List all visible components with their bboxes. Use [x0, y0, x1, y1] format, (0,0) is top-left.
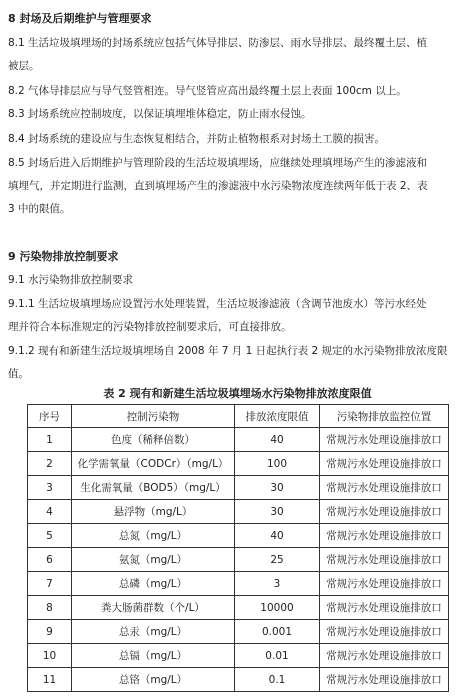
row-limit: 40 [235, 428, 320, 452]
row-number: 1 [28, 428, 72, 452]
paragraph-9-1-1-line-1: 9.1.1 生活垃圾填埋场应设置污水处理装置，生活垃圾渗滤液（含调节池废水）等污水经处 [8, 298, 427, 310]
row-number: 9 [28, 620, 72, 644]
row-location: 常规污水处理设施排放口 [320, 500, 449, 524]
row-number: 6 [28, 548, 72, 572]
row-pollutant: 总铬（mg/L） [72, 668, 235, 692]
paragraph-8-4: 8.4 封场系统的建设应与生态恢复相结合，并防止植物根系对封场土工膜的损害。 [8, 133, 386, 145]
table-row [28, 524, 449, 548]
table-row [28, 428, 449, 452]
row-pollutant: 总汞（mg/L） [72, 620, 235, 644]
paragraph-8-1-line-2: 被层。 [8, 60, 40, 72]
row-limit: 0.001 [235, 620, 320, 644]
header-location: 污染物排放监控位置 [320, 405, 449, 428]
row-limit: 0.01 [235, 644, 320, 668]
row-limit: 100 [235, 452, 320, 476]
row-pollutant: 悬浮物（mg/L） [72, 500, 235, 524]
row-limit: 0.1 [235, 668, 320, 692]
row-number: 10 [28, 644, 72, 668]
row-location: 常规污水处理设施排放口 [320, 524, 449, 548]
table-row [28, 500, 449, 524]
row-location: 常规污水处理设施排放口 [320, 476, 449, 500]
paragraph-9-1-2-line-2: 值。 [8, 368, 29, 380]
row-pollutant: 色度（稀释倍数） [72, 428, 235, 452]
paragraph-9-1-2-line-1: 9.1.2 现有和新建生活垃圾填埋场自 2008 年 7 月 1 日起执行表 2 规定的水污染物排放浓度限 [8, 345, 448, 357]
row-limit: 10000 [235, 596, 320, 620]
table-row [28, 596, 449, 620]
paragraph-8-5-line-1: 8.5 封场后进入后期维护与管理阶段的生活垃圾填埋场，应继续处理填埋场产生的渗滤液和 [8, 157, 428, 169]
table-row [28, 548, 449, 572]
row-location: 常规污水处理设施排放口 [320, 596, 449, 620]
table-row [28, 668, 449, 692]
paragraph-8-2: 8.2 气体导排层应与导气竖管相连。导气竖管应高出最终覆土层上表面 100cm 以上。 [8, 85, 407, 97]
table-row [28, 452, 449, 476]
row-location: 常规污水处理设施排放口 [320, 572, 449, 596]
table-row [28, 572, 449, 596]
row-location: 常规污水处理设施排放口 [320, 452, 449, 476]
header-number: 序号 [28, 405, 72, 428]
table-row [28, 644, 449, 668]
row-limit: 40 [235, 524, 320, 548]
row-limit: 3 [235, 572, 320, 596]
paragraph-8-3: 8.3 封场系统应控制坡度，以保证填埋堆体稳定，防止雨水侵蚀。 [8, 108, 312, 120]
row-location: 常规污水处理设施排放口 [320, 428, 449, 452]
row-number: 2 [28, 452, 72, 476]
row-limit: 30 [235, 476, 320, 500]
table-title: 表 2 现有和新建生活垃圾填埋场水污染物排放浓度限值 [103, 387, 372, 400]
row-pollutant: 粪大肠菌群数（个/L） [72, 596, 235, 620]
row-pollutant: 总镉（mg/L） [72, 644, 235, 668]
row-pollutant: 生化需氧量（BOD5）（mg/L） [72, 476, 235, 500]
row-number: 3 [28, 476, 72, 500]
row-location: 常规污水处理设施排放口 [320, 668, 449, 692]
table-header-row [28, 405, 449, 428]
paragraph-8-1-line-1: 8.1 生活垃圾填埋场的封场系统应包括气体导排层、防渗层、雨水导排层、最终覆土层、植 [8, 37, 428, 49]
row-number: 4 [28, 500, 72, 524]
header-limit: 排放浓度限值 [235, 405, 320, 428]
table-row [28, 620, 449, 644]
row-limit: 25 [235, 548, 320, 572]
section-9-heading: 9 污染物排放控制要求 [8, 250, 119, 263]
paragraph-8-5-line-3: 3 中的限值。 [8, 203, 71, 215]
row-number: 7 [28, 572, 72, 596]
header-pollutant: 控制污染物 [72, 405, 235, 428]
row-number: 5 [28, 524, 72, 548]
row-limit: 30 [235, 500, 320, 524]
paragraph-9-1: 9.1 水污染物排放控制要求 [8, 274, 134, 286]
row-pollutant: 总氮（mg/L） [72, 524, 235, 548]
row-location: 常规污水处理设施排放口 [320, 620, 449, 644]
table-row [28, 476, 449, 500]
paragraph-9-1-1-line-2: 理并符合本标准规定的污染物排放控制要求后，可直接排放。 [8, 321, 292, 333]
row-number: 8 [28, 596, 72, 620]
paragraph-8-5-line-2: 填埋气，并定期进行监测，直到填埋场产生的渗滤液中水污染物浓度连续两年低于表 2、表 [8, 180, 428, 192]
pollutant-limits-table [27, 404, 449, 692]
section-8-heading: 8 封场及后期维护与管理要求 [8, 12, 152, 25]
row-location: 常规污水处理设施排放口 [320, 644, 449, 668]
row-number: 11 [28, 668, 72, 692]
row-pollutant: 化学需氧量（CODCr）（mg/L） [72, 452, 235, 476]
row-pollutant: 总磷（mg/L） [72, 572, 235, 596]
row-pollutant: 氨氮（mg/L） [72, 548, 235, 572]
row-location: 常规污水处理设施排放口 [320, 548, 449, 572]
